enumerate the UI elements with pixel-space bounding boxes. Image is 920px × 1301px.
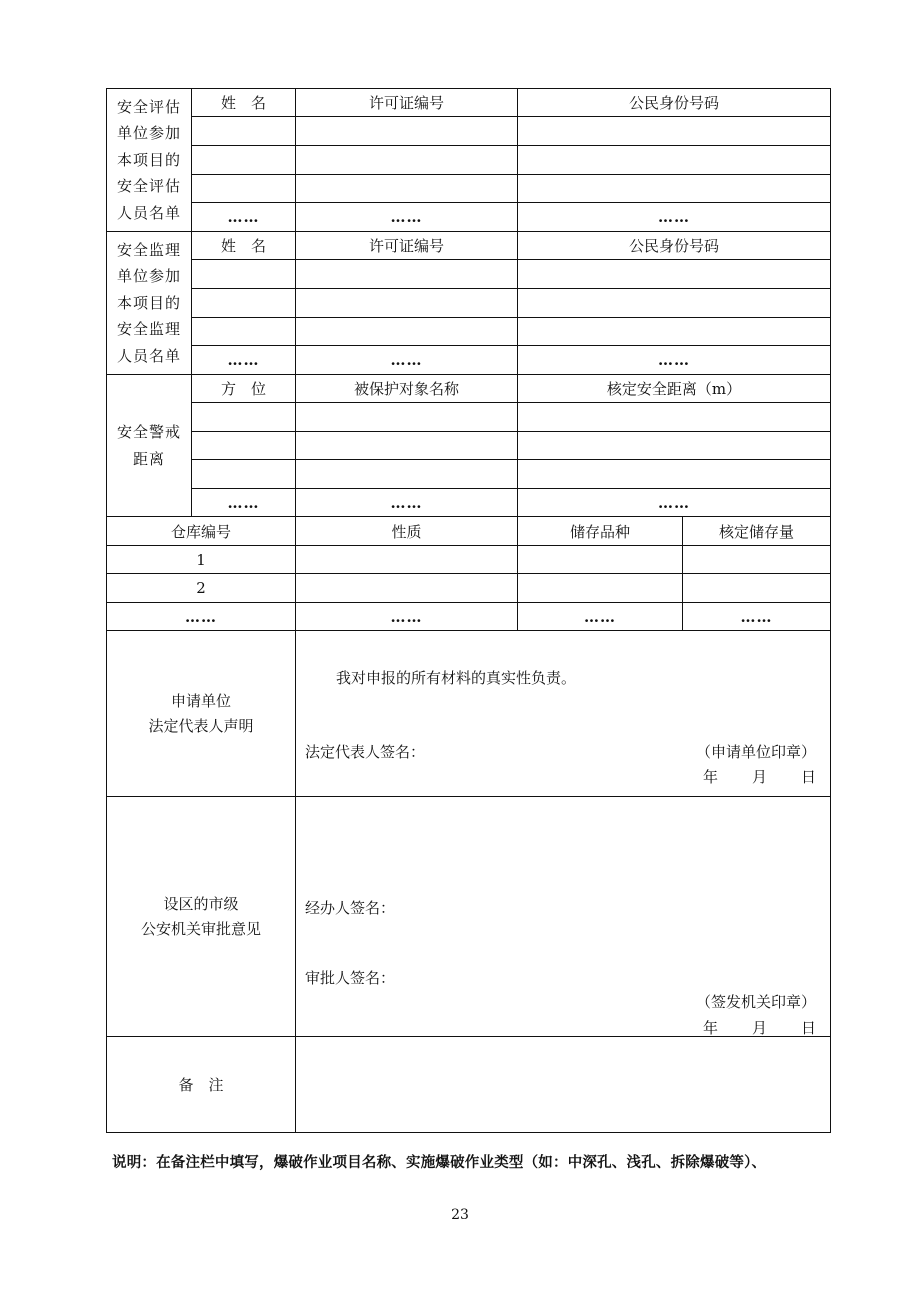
footnote: 说明：在备注栏中填写，爆破作业项目名称、实施爆破作业类型（如：中深孔、浅孔、拆除爆破等）、: [112, 1155, 767, 1171]
declaration-date: [703, 766, 816, 787]
warning-object-cell[interactable]: [296, 403, 518, 432]
declaration-label: [107, 631, 296, 797]
warning-direction-cell[interactable]: [192, 460, 296, 489]
supervise-continuation-row: [107, 346, 831, 375]
supervise-id-cell[interactable]: [518, 260, 831, 289]
continuation-marker: ……: [683, 603, 831, 631]
continuation-marker: ……: [192, 346, 296, 375]
approval-label: [107, 797, 296, 1037]
supervise-id-cell[interactable]: [518, 289, 831, 318]
warning-distance-cell[interactable]: [518, 432, 831, 460]
page-number: 23: [451, 1207, 469, 1223]
warehouse-header-row: [107, 517, 831, 546]
month-label: 月: [751, 1019, 767, 1037]
warning-row: [107, 432, 831, 460]
eval-section-label: [107, 89, 192, 232]
warehouse-capacity-cell[interactable]: [683, 574, 831, 603]
month-label: 月: [751, 768, 767, 786]
supervise-license-cell[interactable]: [296, 260, 518, 289]
supervise-name-cell[interactable]: [192, 318, 296, 346]
warning-header-distance: 核定安全距离（m）: [518, 375, 831, 403]
day-label: 日: [801, 1019, 817, 1037]
declaration-label-line: 申请单位: [170, 691, 231, 710]
eval-license-cell[interactable]: [296, 117, 518, 146]
supervise-header-name: 姓 名: [192, 232, 296, 260]
supervise-header-license: 许可证编号: [296, 232, 518, 260]
continuation-marker: ……: [518, 203, 831, 232]
warning-row: [107, 460, 831, 489]
supervise-license-cell[interactable]: [296, 318, 518, 346]
eval-name-cell[interactable]: [192, 175, 296, 203]
warning-continuation-row: [107, 489, 831, 517]
warning-row: [107, 403, 831, 432]
supervise-name-cell[interactable]: [192, 260, 296, 289]
supervise-license-cell[interactable]: [296, 289, 518, 318]
warning-direction-cell[interactable]: [192, 432, 296, 460]
declaration-content[interactable]: [296, 631, 831, 797]
warning-distance-cell[interactable]: [518, 403, 831, 432]
approval-label-line: 公安机关审批意见: [140, 919, 261, 938]
continuation-marker: ……: [518, 489, 831, 517]
continuation-marker: ……: [192, 203, 296, 232]
supervise-header-row: [107, 232, 831, 260]
supervise-name-cell[interactable]: [192, 289, 296, 318]
legal-representative-signature-label: 法定代表人签名：: [305, 743, 426, 761]
eval-header-row: [107, 89, 831, 117]
declaration-label-line: 法定代表人声明: [148, 716, 254, 735]
handler-signature-label: 经办人签名：: [305, 899, 396, 917]
remarks-label: 备 注: [107, 1037, 296, 1133]
continuation-marker: ……: [296, 603, 518, 631]
eval-name-cell[interactable]: [192, 117, 296, 146]
continuation-marker: ……: [296, 489, 518, 517]
continuation-marker: ……: [296, 203, 518, 232]
supervise-section-label: [107, 232, 192, 375]
approval-date: [703, 1017, 816, 1037]
eval-label-line: 本项目的: [116, 150, 181, 169]
continuation-marker: ……: [107, 603, 296, 631]
eval-label-line: 安全评估: [116, 97, 181, 116]
supervise-label-line: 人员名单: [116, 346, 181, 365]
warning-object-cell[interactable]: [296, 460, 518, 489]
approval-label-line: 设区的市级: [163, 894, 239, 913]
approval-row: [107, 797, 831, 1037]
eval-label-line: 人员名单: [116, 203, 181, 222]
remarks-row: [107, 1037, 831, 1133]
warehouse-continuation-row: [107, 603, 831, 631]
eval-continuation-row: [107, 203, 831, 232]
supervise-label-line: 本项目的: [116, 293, 181, 312]
warning-header-row: [107, 375, 831, 403]
warehouse-header-variety: 储存品种: [518, 517, 683, 546]
warning-label-line: 距离: [132, 449, 165, 468]
eval-row: [107, 117, 831, 146]
warning-object-cell[interactable]: [296, 432, 518, 460]
eval-header-license: 许可证编号: [296, 89, 518, 117]
eval-license-cell[interactable]: [296, 146, 518, 175]
warehouse-header-nature: 性质: [296, 517, 518, 546]
remarks-content[interactable]: [296, 1037, 831, 1133]
warehouse-row: [107, 574, 831, 603]
year-label: 年: [702, 1019, 718, 1037]
supervise-label-line: 安全监理: [116, 320, 181, 339]
eval-header-name: 姓 名: [192, 89, 296, 117]
warehouse-variety-cell[interactable]: [518, 574, 683, 603]
warning-direction-cell[interactable]: [192, 403, 296, 432]
eval-header-id: 公民身份号码: [518, 89, 831, 117]
warning-header-object: 被保护对象名称: [296, 375, 518, 403]
eval-id-cell[interactable]: [518, 175, 831, 203]
warning-label-line: 安全警戒: [116, 423, 181, 441]
supervise-row: [107, 289, 831, 318]
continuation-marker: ……: [296, 346, 518, 375]
eval-id-cell[interactable]: [518, 146, 831, 175]
warning-distance-cell[interactable]: [518, 460, 831, 489]
warehouse-nature-cell[interactable]: [296, 546, 518, 574]
warehouse-nature-cell[interactable]: [296, 574, 518, 603]
approval-content[interactable]: [296, 797, 831, 1037]
warehouse-capacity-cell[interactable]: [683, 546, 831, 574]
warehouse-header-capacity: 核定储存量: [683, 517, 831, 546]
eval-label-line: 单位参加: [116, 124, 181, 143]
supervise-label-line: 单位参加: [116, 267, 181, 286]
supervise-id-cell[interactable]: [518, 318, 831, 346]
supervise-row: [107, 260, 831, 289]
continuation-marker: ……: [192, 489, 296, 517]
eval-label-line: 安全评估: [116, 177, 181, 196]
approver-signature-label: 审批人签名：: [305, 969, 396, 987]
warehouse-header-number: 仓库编号: [107, 517, 296, 546]
eval-row: [107, 146, 831, 175]
eval-id-cell[interactable]: [518, 117, 831, 146]
continuation-marker: ……: [518, 603, 683, 631]
declaration-statement: 我对申报的所有材料的真实性负责。: [336, 669, 577, 687]
application-form-table: [106, 88, 831, 1133]
eval-license-cell[interactable]: [296, 175, 518, 203]
applicant-seal-label: （申请单位印章）: [696, 743, 817, 761]
eval-row: [107, 175, 831, 203]
supervise-header-id: 公民身份号码: [518, 232, 831, 260]
declaration-row: [107, 631, 831, 797]
supervise-row: [107, 318, 831, 346]
continuation-marker: ……: [518, 346, 831, 375]
warning-section-label: [107, 375, 192, 517]
year-label: 年: [702, 768, 718, 786]
issuing-authority-seal-label: （签发机关印章）: [696, 993, 817, 1011]
supervise-label-line: 安全监理: [116, 240, 181, 259]
day-label: 日: [801, 768, 817, 786]
warehouse-number-cell: 2: [107, 574, 296, 603]
warehouse-variety-cell[interactable]: [518, 546, 683, 574]
warehouse-row: [107, 546, 831, 574]
warning-header-direction: 方 位: [192, 375, 296, 403]
warehouse-number-cell: 1: [107, 546, 296, 574]
eval-name-cell[interactable]: [192, 146, 296, 175]
